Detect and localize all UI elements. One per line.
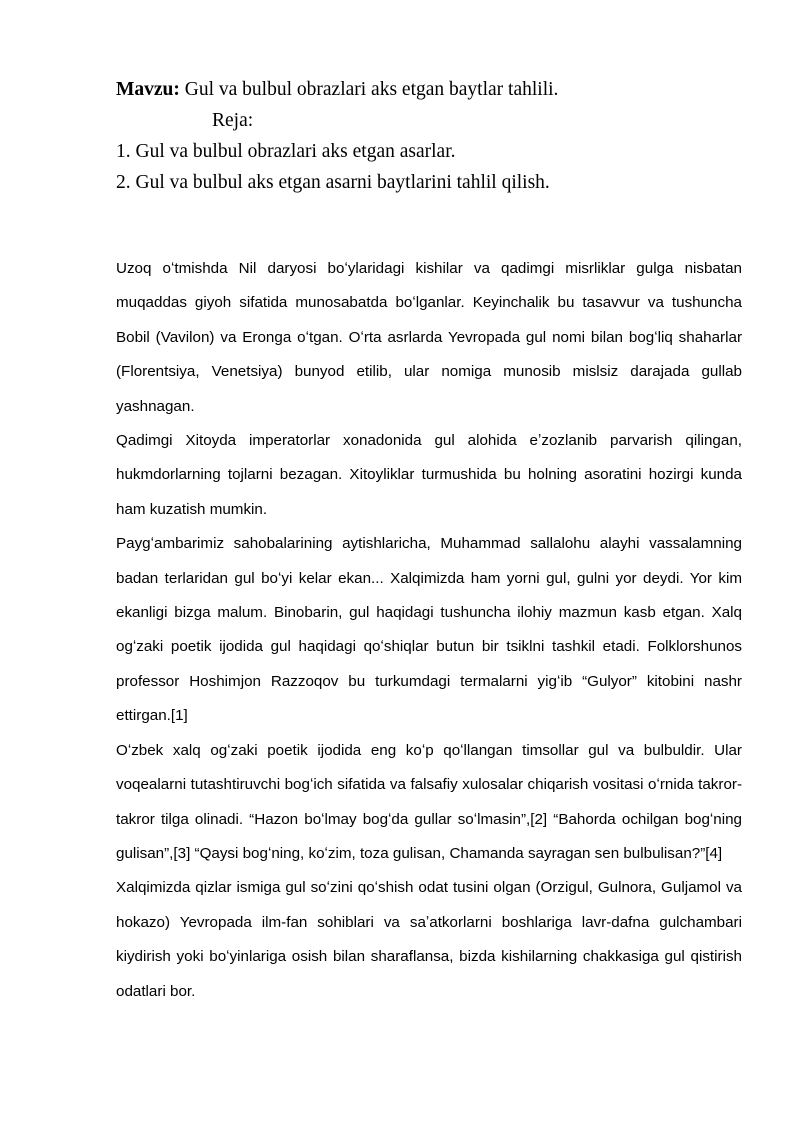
paragraph-2: Qadimgi Xitoyda imperatorlar xonadonida gul alohida eʼzozlanib parvarish qilingan, hukmdorlarning tojlarni bezagan. Xitoyliklar turmushida bu holning asoratini hozirgi kunda ham kuzatish mumkin. — [116, 432, 742, 518]
body-text — [116, 252, 742, 1009]
paragraph-4: Oʻzbek xalq ogʻzaki poetik ijodida eng koʻp qoʻllangan timsollar gul va bulbuldir. Ular voqealarni tutashtiruvchi bogʻich sifatida va falsafiy xulosalar chiqarish vositasi oʻrnida takror-takror tilga olinadi. “Hazon boʻlmay bogʻda gullar soʻlmasin”,[2] “Bahorda ochilgan bogʻning gulisan”,[3] “Qaysi bogʻning, koʻzim, toza gulisan, Chamanda sayragan sen bulbulisan?”[4] — [116, 741, 742, 862]
paragraph-1: Uzoq oʻtmishda Nil daryosi boʻylaridagi kishilar va qadimgi misrliklar gulga nisbatan muqaddas giyoh sifatida munosabatda boʻlganlar. Keyinchalik bu tasavvur va tushuncha Bobil (Vavilon) va Eronga oʻtgan. Oʻrta asrlarda Yevropada gul nomi bilan bogʻliq shaharlar (Florentsiya, Venetsiya) bunyod etilib, ular nomiga munosib mislsiz darajada gullab yashnagan. — [116, 260, 742, 415]
plan-item-1: 1. Gul va bulbul obrazlari aks etgan asarlar. — [116, 141, 456, 162]
paragraph-3: Paygʻambarimiz sahobalarining aytishlaricha, Muhammad sallalohu alayhi vassalamning badan terlaridan gul boʻyi kelar ekan... Xalqimizda ham yorni gul, gulni yor deydi. Yor kim ekanligi bizga malum. Binobarin, gul haqidagi tushuncha ilohiy mazmun kasb etgan. Xalq ogʻzaki poetik ijodida gul haqidagi qoʻshiqlar butun bir tsiklni tashkil etadi. Folklorshunos professor Hoshimjon Razzoqov bu turkumdagi termalarni yigʻib “Gulyor” kitobini nashr ettirgan.[1] — [116, 535, 742, 725]
plan-title: Reja: — [212, 110, 254, 131]
document-header — [116, 74, 756, 198]
plan-item-2: 2. Gul va bulbul aks etgan asarni baytlarini tahlil qilish. — [116, 172, 550, 193]
topic-line — [116, 74, 756, 105]
paragraph-5: Xalqimizda qizlar ismiga gul soʻzini qoʻshish odat tusini olgan (Orzigul, Gulnora, Guljamol va hokazo) Yevropada ilm-fan sohiblari va saʼatkorlarni boshlariga lavr-dafna gulchambari kiydirish yoki boʻyinlariga osish bilan sharaflansa, bizda kishilarning chakkasiga gul qistirish odatlari bor. — [116, 879, 742, 1000]
topic-text: Gul va bulbul obrazlari aks etgan baytlar tahlili. — [179, 79, 559, 100]
topic-label: Mavzu: — [116, 79, 180, 100]
